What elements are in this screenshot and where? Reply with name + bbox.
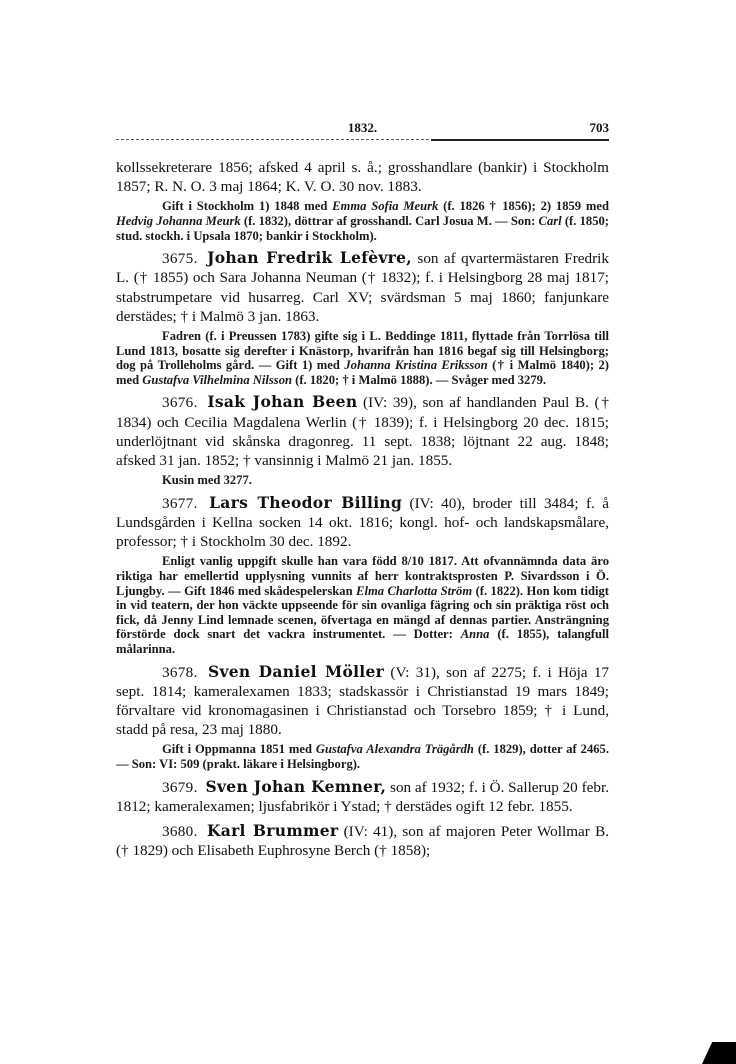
page-content	[116, 158, 609, 860]
entry-3679: 3679. Sven Johan Kemner, son af 1932; f. i Ö. Sallerup 20 febr. 1812; kameralexamen; ljusfabrikör i Ystad; † derstädes ogift 12 febr. 1855.	[116, 776, 609, 815]
header-year: 1832.	[347, 120, 378, 135]
entry-name: Isak Johan Been	[207, 392, 358, 412]
entry-3678-note: Gift i Oppmanna 1851 med Gustafva Alexandra Trägårdh (f. 1829), dotter af 2465. — Son: VI: 509 (prakt. läkare i Helsingborg).	[116, 742, 609, 771]
book-page	[116, 120, 609, 860]
entry-3676: 3676. Isak Johan Been (IV: 39), son af handlanden Paul B. († 1834) och Cecilia Magdalena Werlin († 1839); f. i Helsingborg 20 dec. 1815; underlöjtnant vid skånska dragonreg. 11 sept. 1838; löjtnant 22 aug. 1848; afsked 31 jan. 1852; † vansinnig i Malmö 21 jan. 1855.	[116, 392, 609, 469]
entry-number: 3680.	[162, 822, 198, 840]
entry-3677: 3677. Lars Theodor Billing (IV: 40), broder till 3484; f. å Lundsgården i Kellna socken 14 okt. 1816; kongl. hof- och landskapsmålare, professor; † i Stockholm 30 dec. 1892.	[116, 492, 610, 551]
entry-number: 3678.	[162, 663, 198, 681]
scan-corner-mark	[702, 1042, 736, 1064]
running-header	[116, 120, 609, 138]
entry-3678: 3678. Sven Daniel Möller (V: 31), son af 2275; f. i Höja 17 sept. 1814; kameralexamen 1833; stadskassör i Christianstad 19 mars 1849; förvaltare vid kronomagasinen i Christianstad och Torsebro 1859; † i Lund, stadd på resa, 23 maj 1880.	[116, 661, 610, 739]
entry-number: 3676.	[162, 394, 198, 412]
entry-3675-note: Fadren (f. i Preussen 1783) gifte sig i L. Beddinge 1811, flyttade från Torrlösa till Lund 1813, bosatte sig derefter i Knästorp, hvarifrån han 1816 begaf sig till Helsingborg; dog på Trolleholms gård. — Gift 1) med Johanna Kristina Eriksson († i Malmö 1840); 2) med Gustafva Vilhelmina Nilsson (f. 1820; † i Malmö 1888). — Svåger med 3279.	[116, 329, 609, 387]
entry-number: 3677.	[162, 494, 198, 512]
entry-number: 3679.	[162, 778, 198, 796]
entry-3676-note: Kusin med 3277.	[162, 473, 252, 488]
entry-name: Sven Johan Kemner,	[205, 776, 387, 796]
entry-number: 3675.	[162, 250, 198, 268]
continuation-text: kollssekreterare 1856; afsked 4 april s. å.; grosshandlare (bankir) i Stockholm 1857; R. N. O. 3 maj 1864; K. V. O. 30 nov. 1883.	[116, 159, 609, 196]
entry-3680: 3680. Karl Brummer (IV: 41), son af majoren Peter Wollmar B. († 1829) och Elisabeth Euphrosyne Berch († 1858);	[116, 820, 610, 860]
entry-name: Sven Daniel Möller	[207, 661, 385, 681]
header-rule-solid	[431, 139, 609, 141]
entry-name: Johan Fredrik Lefèvre,	[207, 248, 413, 268]
entry-3677-note: Enligt vanlig uppgift skulle han vara född 8/10 1817. Att ofvannämnda data äro riktiga har emellertid upplysning vunnits af herr kontraktsprosten P. Sivardsson i Ö. Ljungby. — Gift 1846 med skådespelerskan Elma Charlotta Ström (f. 1822). Hon kom tidigt in vid teatern, der hon väckte uppseende för sin ovanliga fägring och sin präktiga röst och fick, då Jenny Lind lemnade scenen, öfvertaga en mängd af dennas partier. Ansträngning förstörde dock snart det vackra instrumentet. — Dotter: Anna (f. 1855), talangfull målarinna.	[116, 554, 609, 656]
entry-name: Karl Brummer	[206, 820, 339, 840]
continuation-note: Gift i Stockholm 1) 1848 med Emma Sofia Meurk (f. 1826 † 1856); 2) 1859 med Hedvig Johanna Meurk (f. 1832), döttrar af grosshandl. Carl Josua M. — Son: Carl (f. 1850; stud. stockh. i Upsala 1870; bankir i Stockholm).	[116, 199, 609, 243]
page-number: 703	[589, 120, 609, 135]
entry-name: Lars Theodor Billing	[209, 492, 403, 512]
entry-3675: 3675. Johan Fredrik Lefèvre, son af qvartermästaren Fredrik L. († 1855) och Sara Johanna Neuman († 1832); f. i Helsingborg 28 maj 1817; stabstrumpetare vid husarreg. Carl XV; svärdsman 5 maj 1860; fanjunkare derstädes; † i Malmö 3 jan. 1863.	[116, 248, 609, 325]
